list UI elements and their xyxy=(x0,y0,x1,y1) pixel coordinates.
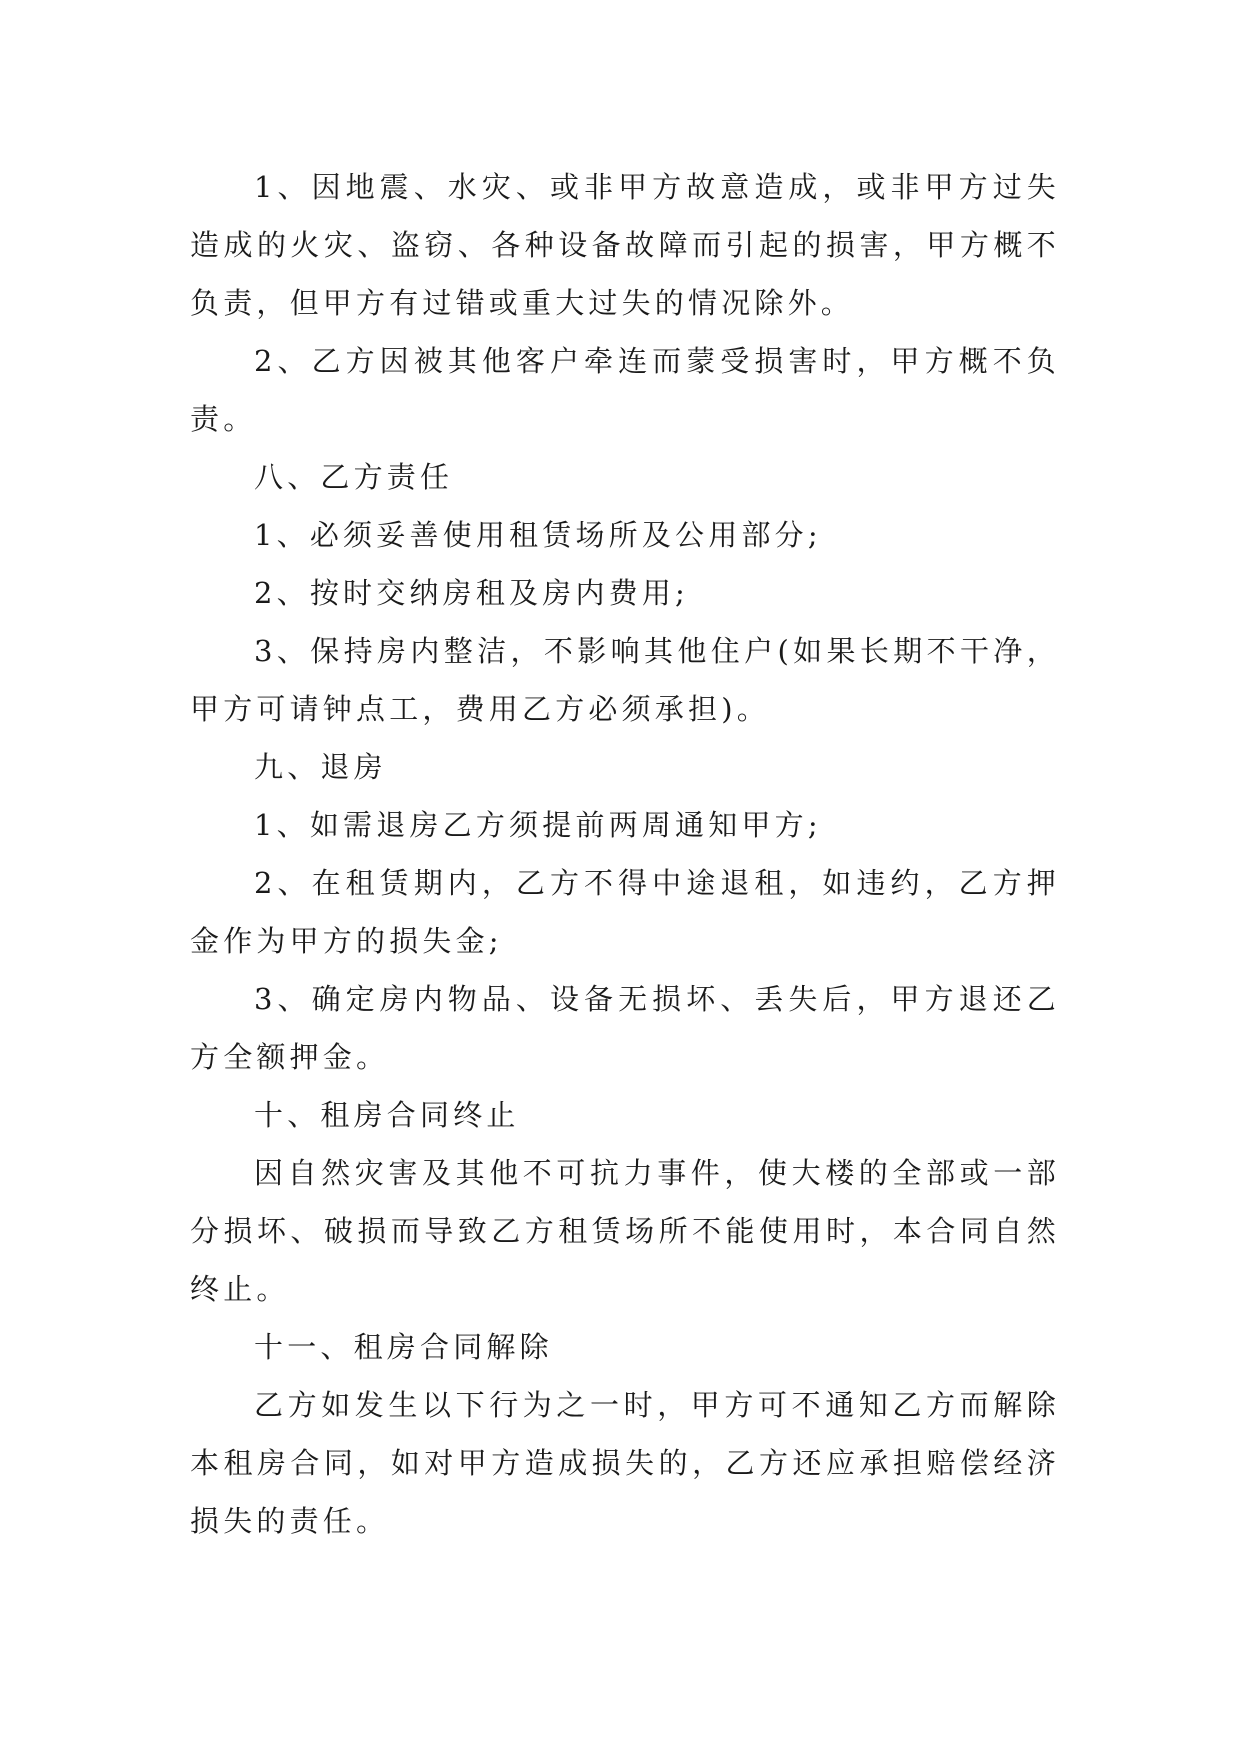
section-9-heading: 九、退房 xyxy=(254,750,387,784)
clause-8-item-3: 3、保持房内整洁，不影响其他住户(如果长期不干净，甲方可请钟点工，费用乙方必须承担)。 xyxy=(190,634,1060,726)
clause-8-item-1: 1、必须妥善使用租赁场所及公用部分; xyxy=(254,518,822,552)
clause-7-item-1: 1、因地震、水灾、或非甲方故意造成，或非甲方过失造成的火灾、盗窃、各种设备故障而引起的损害，甲方概不负责，但甲方有过错或重大过失的情况除外。 xyxy=(190,170,1060,320)
document-body xyxy=(190,158,1060,1550)
clause-9-item-2: 2、在租赁期内，乙方不得中途退租，如违约，乙方押金作为甲方的损失金; xyxy=(190,866,1060,958)
clause-7-item-2: 2、乙方因被其他客户牵连而蒙受损害时，甲方概不负责。 xyxy=(190,344,1060,436)
clause-8-item-2: 2、按时交纳房租及房内费用; xyxy=(254,576,690,610)
clause-11-body: 乙方如发生以下行为之一时，甲方可不通知乙方而解除本租房合同，如对甲方造成损失的，乙方还应承担赔偿经济损失的责任。 xyxy=(190,1388,1060,1538)
clause-10-body: 因自然灾害及其他不可抗力事件，使大楼的全部或一部分损坏、破损而导致乙方租赁场所不能使用时，本合同自然终止。 xyxy=(190,1156,1060,1306)
clause-9-item-1: 1、如需退房乙方须提前两周通知甲方; xyxy=(254,808,822,842)
clause-9-item-3: 3、确定房内物品、设备无损坏、丢失后，甲方退还乙方全额押金。 xyxy=(190,982,1060,1074)
section-8-heading: 八、乙方责任 xyxy=(254,460,454,494)
section-11-heading: 十一、租房合同解除 xyxy=(254,1330,553,1364)
section-10-heading: 十、租房合同终止 xyxy=(254,1098,520,1132)
